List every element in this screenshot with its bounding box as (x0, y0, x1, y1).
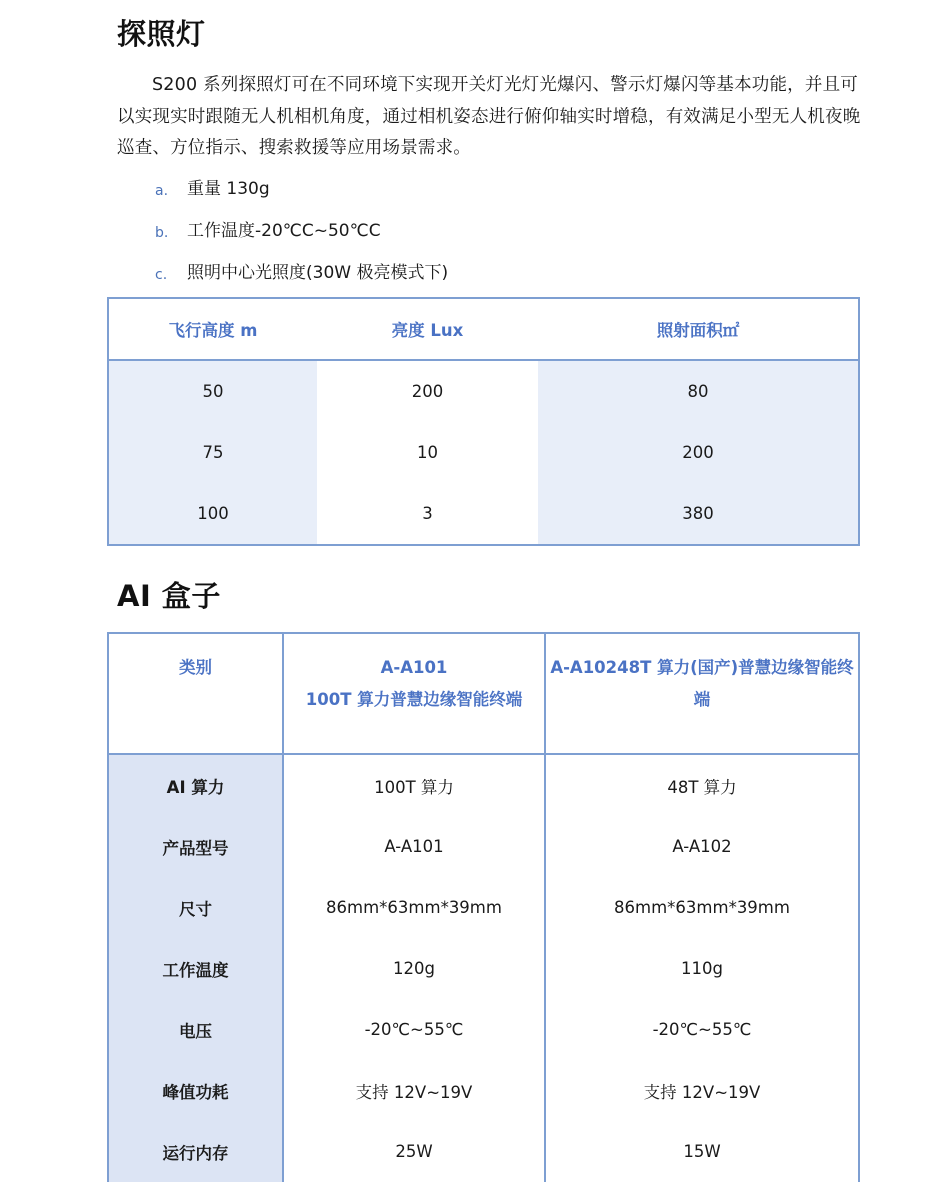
ai-box-title: AI 盒子 (117, 579, 221, 613)
table-cell: 86mm*63mm*39mm (283, 877, 545, 938)
table-cell: A-A101 (283, 816, 545, 877)
header-flight-height: 飞行高度 m (108, 298, 317, 360)
table-cell: 380 (538, 483, 859, 545)
searchlight-description: S200 系列探照灯可在不同环境下实现开关灯光灯光爆闪、警示灯爆闪等基本功能，并且可以实现实时跟随无人机相机角度，通过相机姿态进行俯仰轴实时增稳，有效满足小型无人机夜晚巡查、方位指示、搜索救援等应用场景需求。 (117, 75, 861, 158)
table-cell: 86mm*63mm*39mm (545, 877, 859, 938)
table-cell: -20℃~55℃ (283, 999, 545, 1060)
table-cell: A-A102 (545, 816, 859, 877)
table-cell: 支持 12V~19V (545, 1060, 859, 1121)
table-cell: 100 (108, 483, 317, 545)
header-area: 照射面积㎡ (538, 298, 859, 360)
row-label: AI 算力 (108, 754, 283, 816)
spec-weight: 重量 130g (187, 179, 270, 199)
table-cell: 48T 算力 (545, 754, 859, 816)
row-label: 尺寸 (108, 877, 283, 938)
row-label: 峰值功耗 (108, 1060, 283, 1121)
ai-box-spec-table (107, 632, 860, 1182)
table-cell: -20℃~55℃ (545, 999, 859, 1060)
header-category: 类别 (108, 633, 283, 754)
table-cell: 200 (538, 422, 859, 483)
spec-illuminance: 照明中心光照度(30W 极亮模式下) (187, 263, 449, 283)
table-row (108, 816, 859, 877)
row-label: 电压 (108, 999, 283, 1060)
table-row (108, 999, 859, 1060)
list-marker: b. (155, 225, 169, 241)
table-cell: 120g (283, 938, 545, 999)
table-row (108, 1121, 859, 1182)
illuminance-table (107, 297, 860, 546)
list-marker: a. (155, 183, 169, 199)
table-cell: 80 (538, 360, 859, 422)
header-model-a101-desc: 100T 算力普慧边缘智能终端 (305, 690, 523, 709)
table-cell: 200 (411, 382, 444, 401)
list-marker: c. (155, 267, 168, 283)
spec-temperature: 工作温度-20℃C~50℃C (187, 221, 381, 241)
table-row (108, 938, 859, 999)
header-model-a102: A-A10248T 算力(国产)普慧边缘智能终端 (545, 633, 859, 754)
table-cell: 25W (283, 1121, 545, 1182)
table-header-row (108, 633, 859, 754)
table-row (108, 360, 859, 422)
table-cell: 50 (108, 360, 317, 422)
table-header-row (108, 298, 859, 360)
table-cell: 100T 算力 (283, 754, 545, 816)
table-row (108, 1060, 859, 1121)
table-row (108, 422, 859, 483)
table-cell: 3 (422, 504, 433, 523)
table-row (108, 754, 859, 816)
table-cell: 110g (545, 938, 859, 999)
table-cell: 75 (108, 422, 317, 483)
header-brightness: 亮度 Lux (317, 298, 538, 360)
table-row (108, 877, 859, 938)
table-cell: 15W (545, 1121, 859, 1182)
row-label: 产品型号 (108, 816, 283, 877)
row-label: 运行内存 (108, 1121, 283, 1182)
searchlight-title: 探照灯 (117, 17, 206, 51)
table-cell: 支持 12V~19V (283, 1060, 545, 1121)
header-model-a101-name: A-A101 (380, 658, 448, 677)
header-model-a101 (283, 633, 545, 754)
table-cell: 10 (417, 443, 438, 462)
row-label: 工作温度 (108, 938, 283, 999)
table-row (108, 483, 859, 545)
